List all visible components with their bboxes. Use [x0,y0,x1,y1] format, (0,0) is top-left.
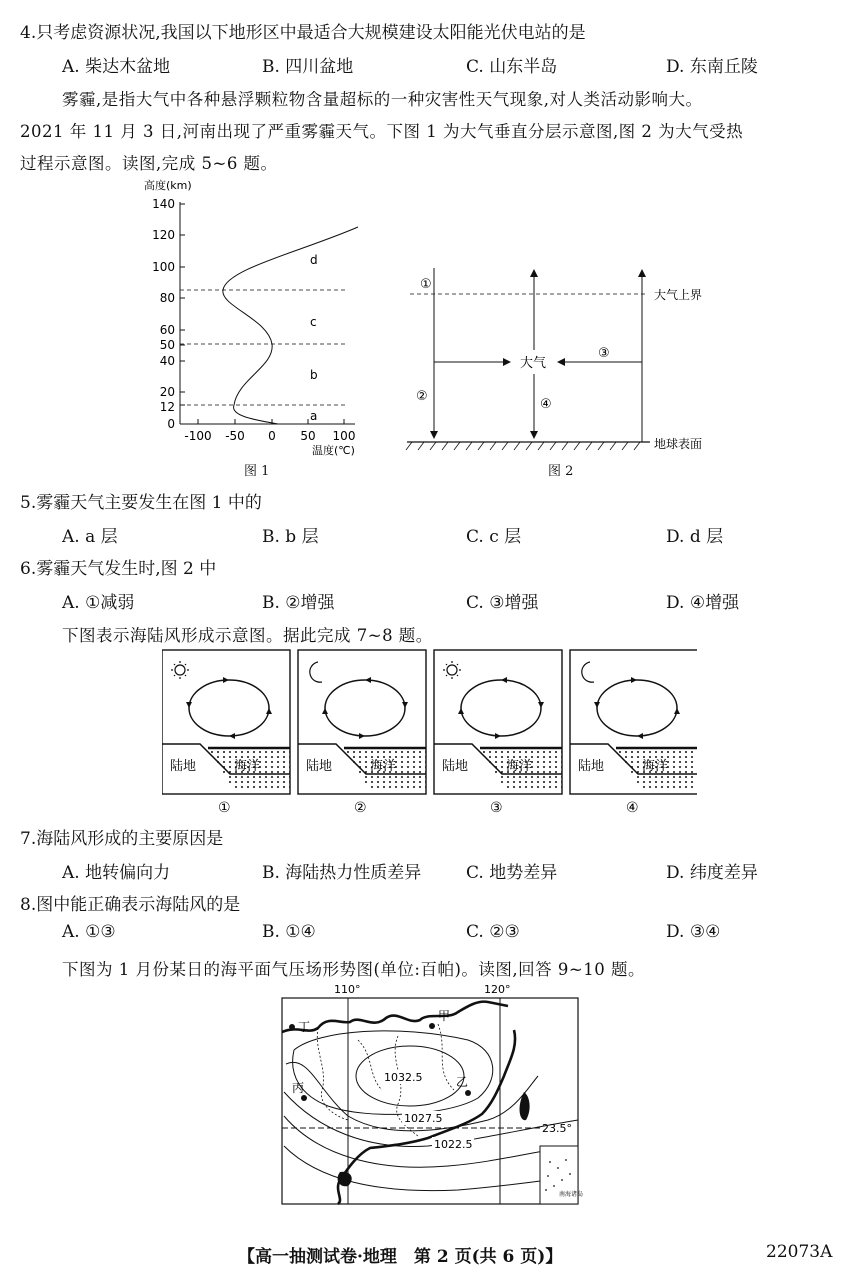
q4-option-c: C. 山东半岛 [466,57,558,77]
fig2-label-3: ③ [598,346,610,361]
footer-title: 【高一抽测试卷·地理 第 2 页(共 6 页)】 [238,1247,563,1267]
fig1-y-tick: 140 [152,197,175,211]
q6-stem: 6.雾霾天气发生时,图 2 中 [20,559,217,579]
passage3: 下图为 1 月份某日的海平面气压场形势图(单位:百帕)。读图,回答 9~10 题。 [62,960,645,979]
q4-option-d: D. 东南丘陵 [666,57,758,77]
q5-option-a: A. a 层 [62,527,118,547]
panel3-land: 陆地 [442,759,469,774]
panel4-number: ④ [626,800,639,816]
sea-level-pressure-map [278,980,583,1208]
fig1-y-tick: 100 [152,260,175,274]
sea-breeze-panel-4 [570,650,697,816]
lon-label-110: 110° [334,983,361,996]
fig1-y-tick: 0 [167,417,175,431]
passage2: 下图表示海陆风形成示意图。据此完成 7~8 题。 [62,626,433,645]
q5-option-c: C. c 层 [466,527,522,547]
q7-option-b: B. 海陆热力性质差异 [262,863,422,883]
sea-land-breeze-figure [162,648,697,818]
isobar-1027: 1027.5 [404,1112,443,1125]
inset-label: 南海诸岛 [559,1191,583,1198]
q7-stem: 7.海陆风形成的主要原因是 [20,829,224,849]
q8-option-a: A. ①③ [62,922,116,942]
q7-option-a: A. 地转偏向力 [62,863,171,883]
fig2-label-2: ② [416,389,428,404]
fig1-y-tick: 50 [159,338,175,352]
fig1-y-tick: 40 [159,354,175,368]
q6-option-c: C. ③增强 [466,593,539,613]
fig2-caption: 图 2 [548,464,574,479]
q8-option-c: C. ②③ [466,922,520,942]
place-bing: 丙 [292,1081,305,1095]
fig2-bottom-label: 地球表面 [654,437,703,451]
fig1-x-axis-label: 温度(℃) [312,444,355,457]
figure2-heating-process [402,258,720,454]
fig2-top-label: 大气上界 [654,288,703,302]
fig1-y-tick: 12 [159,400,175,414]
isobar-1022: 1022.5 [434,1138,473,1151]
q6-option-b: B. ②增强 [262,593,335,613]
isobar-1032: 1032.5 [384,1071,423,1084]
q7-option-c: C. 地势差异 [466,863,558,883]
figure1-atmosphere-layers [130,174,375,459]
panel1-land: 陆地 [170,759,197,774]
q6-option-a: A. ①减弱 [62,593,135,613]
passage1-line1: 雾霾,是指大气中各种悬浮颗粒物含量超标的一种灾害性天气现象,对人类活动影响大。 [62,90,703,109]
fig1-y-tick: 60 [159,323,175,337]
panel4-ocean: 海洋 [642,759,669,774]
footer-code: 22073A [766,1242,833,1262]
fig1-x-tick: 100 [332,429,356,443]
fig1-caption: 图 1 [244,464,270,479]
fig1-y-axis-label: 高度(km) [144,179,192,192]
q8-stem: 8.图中能正确表示海陆风的是 [20,895,241,915]
sea-breeze-panel-1 [162,650,290,816]
panel3-number: ③ [490,800,503,816]
fig2-label-1: ① [420,277,432,292]
q8-option-b: B. ①④ [262,922,316,942]
q5-stem: 5.雾霾天气主要发生在图 1 中的 [20,493,262,513]
passage1-line3: 过程示意图。读图,完成 5~6 题。 [20,154,278,173]
fig2-center-label: 大气 [520,356,547,371]
panel2-land: 陆地 [306,759,333,774]
panel2-number: ② [354,800,367,816]
fig1-layer-a: a [310,409,318,423]
fig1-y-tick: 80 [159,291,175,305]
fig1-x-tick: 50 [300,429,316,443]
fig1-layer-d: d [310,253,318,267]
fig1-x-tick: -50 [225,429,245,443]
q4-stem: 4.只考虑资源状况,我国以下地形区中最适合大规模建设太阳能光伏电站的是 [20,23,586,43]
q8-option-d: D. ③④ [666,922,721,942]
fig1-x-tick: 0 [268,429,276,443]
place-yi: 乙 [456,1075,469,1089]
fig1-layer-b: b [310,368,318,382]
lat-label: 23.5° [542,1122,572,1135]
sea-breeze-panel-3 [434,650,562,816]
lon-label-120: 120° [484,983,511,996]
place-ding: 丁 [298,1020,311,1034]
fig1-y-tick: 20 [159,385,175,399]
q7-option-d: D. 纬度差异 [666,863,758,883]
passage1-line2: 2021 年 11 月 3 日,河南出现了严重雾霾天气。下图 1 为大气垂直分层示意图,图 2 为大气受热 [20,122,744,141]
fig1-layer-c: c [310,315,317,329]
q6-option-d: D. ④增强 [666,593,740,613]
panel2-ocean: 海洋 [370,759,397,774]
q4-option-a: A. 柴达木盆地 [62,57,171,77]
q4-option-b: B. 四川盆地 [262,57,354,77]
q5-option-b: B. b 层 [262,527,319,547]
panel1-ocean: 海洋 [234,759,261,774]
fig1-y-tick: 120 [152,228,175,242]
fig1-x-tick: -100 [184,429,212,443]
fig2-label-4: ④ [540,397,552,412]
panel1-number: ① [218,800,231,816]
q5-option-d: D. d 层 [666,527,724,547]
place-jia: 甲 [438,1009,451,1023]
panel3-ocean: 海洋 [506,759,533,774]
panel4-land: 陆地 [578,759,605,774]
sea-breeze-panel-2 [298,650,426,816]
